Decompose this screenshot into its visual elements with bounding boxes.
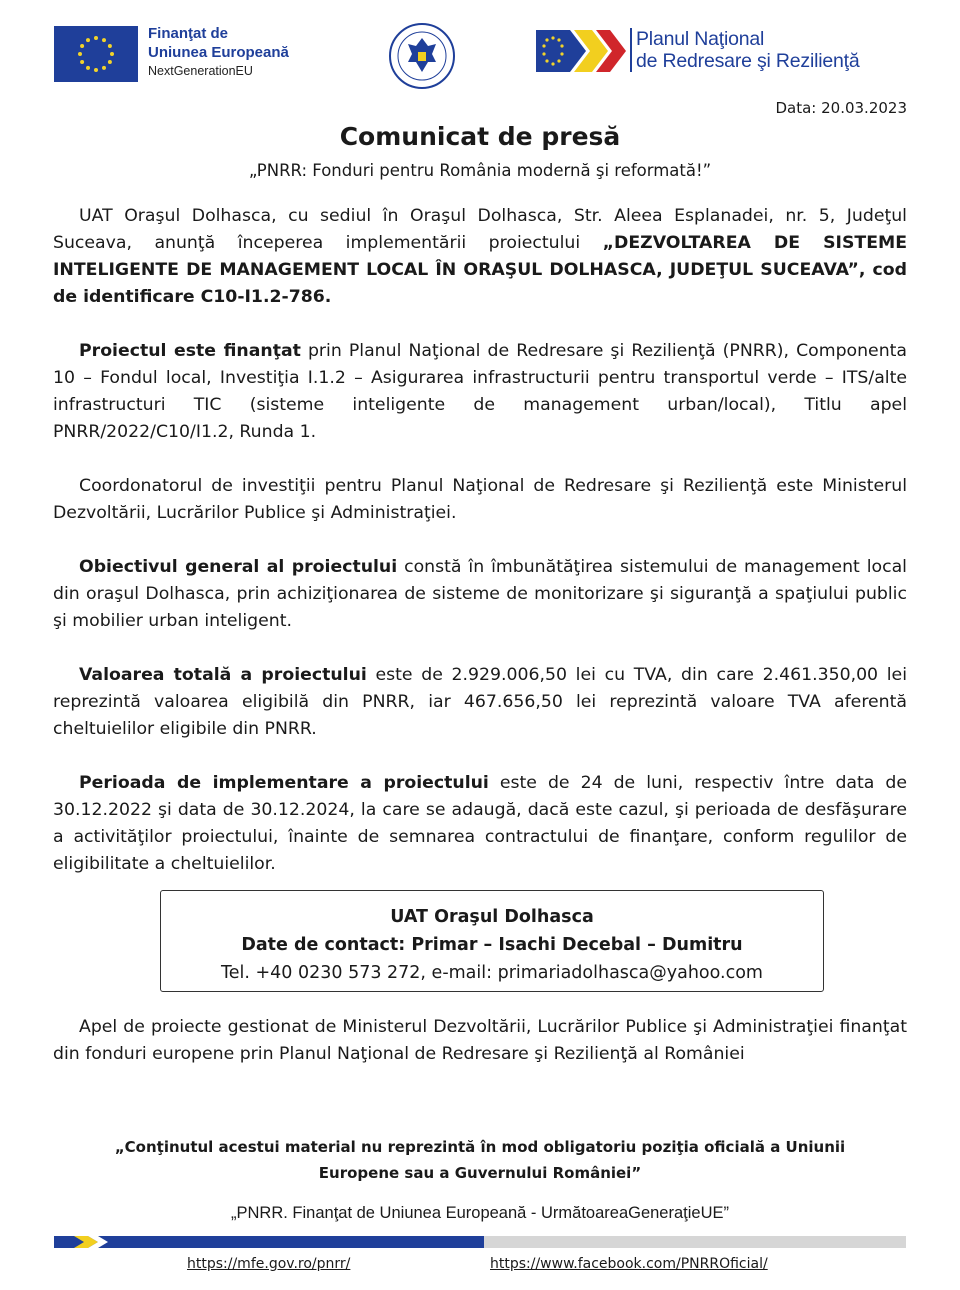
contact-box: [160, 890, 824, 992]
project-name: „DEZVOLTAREA DE SISTEME INTELIGENTE DE MANAGEMENT LOCAL ÎN ORAŞUL DOLHASCA, JUDEŢUL SUCEAVA”, cod de identificare C10-I1.2-786.: [53, 233, 907, 307]
romanian-government-seal-icon: [388, 22, 456, 90]
disclaimer-line2: Europene sau a Guvernului României”: [318, 1164, 642, 1182]
facebook-pnrr-link[interactable]: https://www.facebook.com/PNRROficial/: [490, 1256, 768, 1272]
footer-slogan: „PNRR. Finanţat de Uniunea Europeană - UrmătoareaGeneraţieUE”: [231, 1204, 729, 1222]
document-date: Data: 20.03.2023: [775, 99, 907, 117]
disclaimer-line1: „Conţinutul acestui material nu reprezintă în mod obligatoriu poziţia oficială a Uniunii: [114, 1138, 846, 1156]
eu-funding-label: [148, 24, 289, 81]
page-title: Comunicat de presă: [339, 122, 621, 151]
value-text: este de 2.929.006,50 lei cu TVA, din care 2.461.350,00 lei reprezintă valoarea eligibilă din PNRR, iar 467.656,50 lei reprezintă valoare TVA aferentă cheltuielilor eligibile din PNRR.: [53, 665, 907, 739]
press-release-body: [53, 203, 907, 905]
page-subtitle: „PNRR: Fonduri pentru România modernă şi reformată!”: [248, 161, 712, 180]
header: [0, 0, 960, 100]
paragraph-funding: [53, 338, 907, 446]
pnrr-logo-icon: [536, 26, 626, 76]
objective-text: constă în îmbunătăţirea sistemului de management local din oraşul Dolhasca, prin achiziţionarea de sisteme de monitorizare şi siguranţă a spaţiului public şi mobilier urban inteligent.: [53, 557, 907, 631]
pnrr-label-line2: de Redresare şi Rezilienţă: [636, 50, 860, 72]
pnrr-title-label: [630, 28, 860, 72]
eu-label-line2: Uniunea Europeană: [148, 44, 289, 61]
value-heading: Valoarea totală a proiectului: [79, 665, 367, 685]
paragraph-project-announcement: [53, 203, 907, 311]
contact-organization: UAT Oraşul Dolhasca: [390, 907, 594, 927]
objective-heading: Obiectivul general al proiectului: [79, 557, 398, 577]
announcement-text: UAT Oraşul Dolhasca, cu sediul în Oraşul Dolhasca, Str. Aleea Esplanadei, nr. 5, Judeţul Suceava, anunţă începerea implementării proiectului: [53, 206, 907, 253]
paragraph-objective: [53, 554, 907, 635]
contact-person: Date de contact: Primar – Isachi Decebal – Dumitru: [241, 935, 743, 955]
eu-flag-icon: [54, 26, 138, 82]
contact-details: Tel. +40 0230 573 272, e-mail: primariadolhasca@yahoo.com: [221, 963, 763, 983]
apel-statement: Apel de proiecte gestionat de Ministerul Dezvoltării, Lucrărilor Publice şi Administraţiei finanţat din fonduri europene prin Planul Naţional de Redresare şi Rezilienţă al României: [53, 1017, 907, 1064]
funding-heading: Proiectul este finanţat: [79, 341, 301, 361]
eu-label-line3: NextGenerationEU: [148, 64, 253, 78]
pnrr-label-line1: Planul Naţional: [636, 28, 765, 50]
footer-color-bar-icon: [54, 1234, 906, 1250]
period-heading: Perioada de implementare a proiectului: [79, 773, 489, 793]
paragraph-value: [53, 662, 907, 743]
funding-text: prin Planul Naţional de Redresare şi Rezilienţă (PNRR), Componenta 10 – Fondul local, Investiţia I.1.2 – Asigurarea infrastructurii pentru transportul verde – ITS/alte infrastructuri TIC (sisteme inteligente de management urban/local), Titlu apel PNRR/2022/C10/I1.2, Runda 1.: [53, 341, 908, 442]
mfe-pnrr-link[interactable]: https://mfe.gov.ro/pnrr/: [187, 1256, 351, 1272]
paragraph-coordinator: Coordonatorul de investiţii pentru Planul Naţional de Redresare şi Rezilienţă este Ministerul Dezvoltării, Lucrărilor Publice şi Administraţiei.: [53, 476, 907, 523]
eu-label-line1: Finanţat de: [148, 25, 229, 42]
period-text: este de 24 de luni, respectiv între data de 30.12.2022 şi data de 30.12.2024, la care se adaugă, dacă este cazul, şi perioada de desfăşurare a activităţilor proiectului, înainte de semnarea contractului de finanţare, conform regulilor de eligibilitate a cheltuielilor.: [53, 773, 907, 874]
disclaimer: [80, 1134, 880, 1186]
paragraph-period: [53, 770, 907, 878]
